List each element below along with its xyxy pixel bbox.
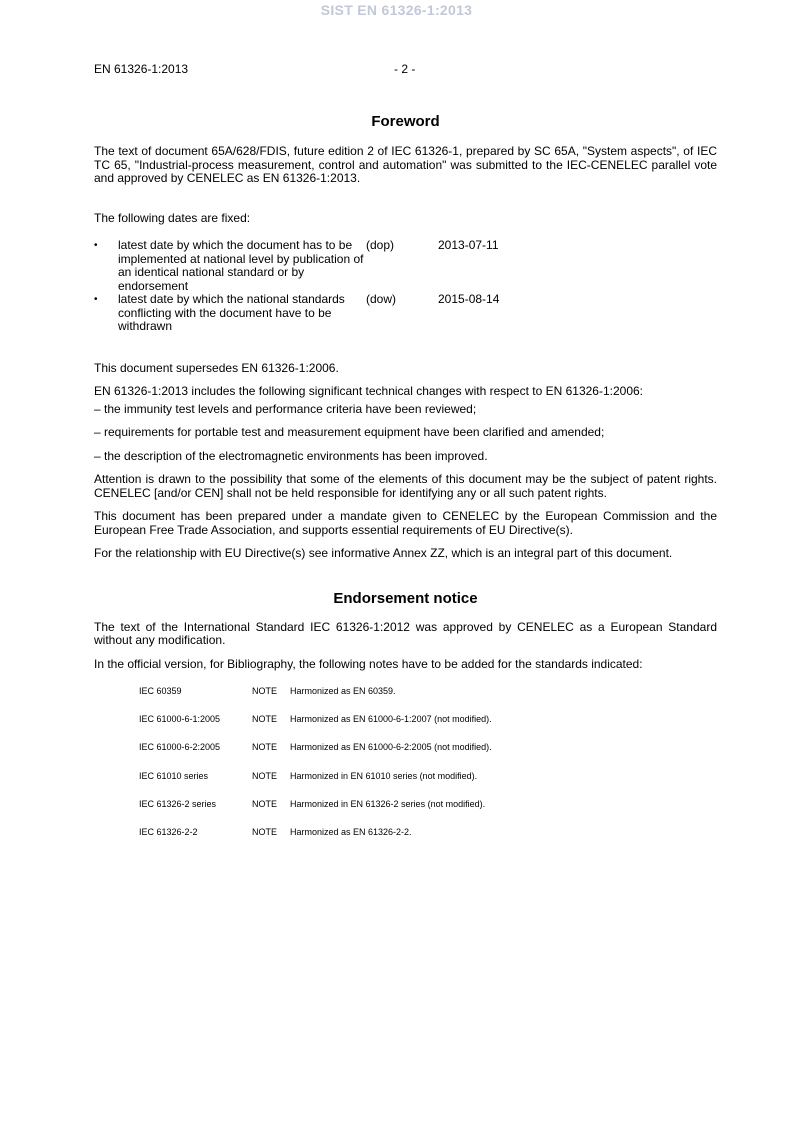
note-text: Harmonized as EN 61000-6-2:2005 (not modified). <box>290 742 492 753</box>
note-label: NOTE <box>252 686 278 696</box>
note-label: NOTE <box>252 826 278 837</box>
note-text: Harmonized as EN 61000-6-1:2007 (not modified). <box>290 714 492 725</box>
note-standard: IEC 61326-2 series <box>139 798 217 809</box>
date-value: 2015-08-14 <box>438 292 500 306</box>
date-abbreviation: (dop) <box>366 238 395 252</box>
table-row <box>139 681 492 709</box>
note-label: NOTE <box>252 742 278 753</box>
dates-table <box>94 239 538 334</box>
dates-intro: The following dates are fixed: <box>94 210 251 225</box>
document-id: EN 61326-1:2013 <box>94 62 189 76</box>
note-standard: IEC 60359 <box>139 686 182 696</box>
changes-intro: EN 61326-1:2013 includes the following significant technical changes with respect to EN 61326-1:2006: <box>94 384 644 398</box>
date-abbreviation: (dow) <box>366 292 397 306</box>
note-label: NOTE <box>252 770 278 781</box>
table-row <box>139 737 492 765</box>
change-item: – the immunity test levels and performance criteria have been reviewed; <box>94 401 477 416</box>
note-label: NOTE <box>252 798 278 809</box>
bibliography-notes-table <box>139 681 492 850</box>
date-description: latest date by which the document has to be implemented at national level by publication of an identical national standard or by endorsement <box>118 238 364 293</box>
bibliography-intro: In the official version, for Bibliography, the following notes have to be added for the standards indicated: <box>94 656 643 671</box>
note-text: Harmonized in EN 61010 series (not modified). <box>290 770 478 781</box>
date-row-dow <box>94 293 538 334</box>
page-number: - 2 - <box>394 62 416 76</box>
change-item: – requirements for portable test and measurement equipment have been clarified and amended; <box>94 425 605 439</box>
endorsement-text: The text of the International Standard IEC 61326-1:2012 was approved by CENELEC as a European Standard without any modification. <box>94 619 717 647</box>
table-row <box>139 766 492 794</box>
endorsement-title: Endorsement notice <box>333 589 478 607</box>
note-standard: IEC 61326-2-2 <box>139 826 198 837</box>
note-standard: IEC 61000-6-2:2005 <box>139 742 221 753</box>
foreword-intro: The text of document 65A/628/FDIS, future edition 2 of IEC 61326-1, prepared by SC 65A, "System aspects", of IEC TC 65, "Industrial-process measurement, control and automation" was submitted to the IEC-CENELEC parallel vote and approved by CENELEC as EN 61326-1:2013. <box>94 144 717 185</box>
table-row <box>139 794 492 822</box>
note-standard: IEC 61010 series <box>139 770 209 781</box>
bullet-icon: • <box>94 294 98 305</box>
page-header <box>94 62 717 78</box>
mandate-statement: This document has been prepared under a mandate given to CENELEC by the European Commission and the European Free Trade Association, and supports essential requirements of EU Directive(s). <box>94 509 717 537</box>
supersedes-statement: This document supersedes EN 61326-1:2006. <box>94 360 339 375</box>
date-value: 2013-07-11 <box>438 238 499 252</box>
date-row-dop <box>94 239 538 293</box>
note-label: NOTE <box>252 714 278 725</box>
note-text: Harmonized as EN 61326-2-2. <box>290 826 412 837</box>
table-row <box>139 709 492 737</box>
watermark: SIST EN 61326-1:2013 <box>320 2 473 18</box>
change-item: – the description of the electromagnetic environments has been improved. <box>94 448 488 463</box>
table-row <box>139 822 492 850</box>
patent-notice: Attention is drawn to the possibility that some of the elements of this document may be the subject of patent rights. CENELEC [and/or CEN] shall not be held responsible for identifying any or all such patent rights. <box>94 472 717 500</box>
note-text: Harmonized in EN 61326-2 series (not modified). <box>290 798 486 809</box>
annex-reference: For the relationship with EU Directive(s) see informative Annex ZZ, which is an integral part of this document. <box>94 546 673 560</box>
foreword-title: Foreword <box>371 113 440 130</box>
page-content <box>94 113 717 850</box>
note-text: Harmonized as EN 60359. <box>290 686 396 696</box>
bullet-icon: • <box>94 240 98 251</box>
date-description: latest date by which the national standards conflicting with the document have to be withdrawn <box>118 292 345 333</box>
note-standard: IEC 61000-6-1:2005 <box>139 714 221 725</box>
